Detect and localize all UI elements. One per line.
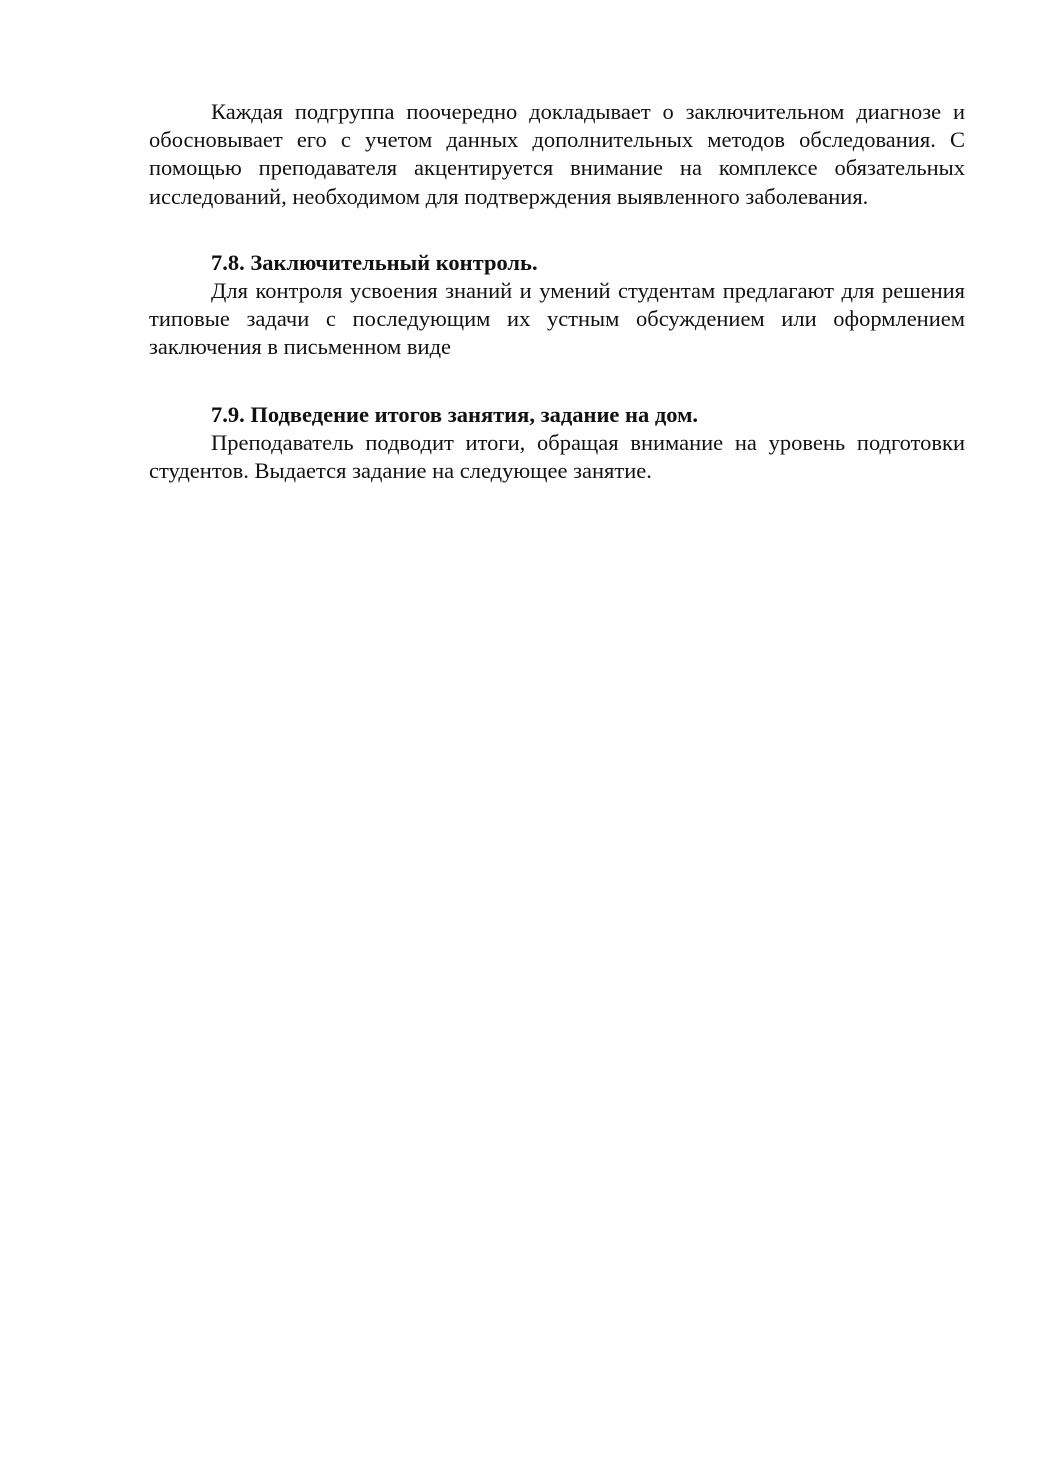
page-content [149,98,965,485]
paragraph-lesson-summary: Преподаватель подводит итоги, обращая внимание на уровень подготовки студентов. Выдается задание на следующее занятие. [149,429,965,484]
heading-final-control: 7.8. Заключительный контроль. [211,249,538,275]
paragraph-subgroup-report: Каждая подгруппа поочередно докладывает о заключительном диагнозе и обосновывает его с учетом данных дополнительных методов обследования. С помощью преподавателя акцентируется внимание на комплексе обязательных исследований, необходимом для подтверждения выявленного заболевания. [149,99,965,209]
paragraph-final-control: Для контроля усвоения знаний и умений студентам предлагают для решения типовые задачи с последующим их устным обсуждением или оформлением заключения в письменном виде [149,278,965,360]
heading-lesson-summary: 7.9. Подведение итогов занятия, задание на дом. [211,401,699,427]
